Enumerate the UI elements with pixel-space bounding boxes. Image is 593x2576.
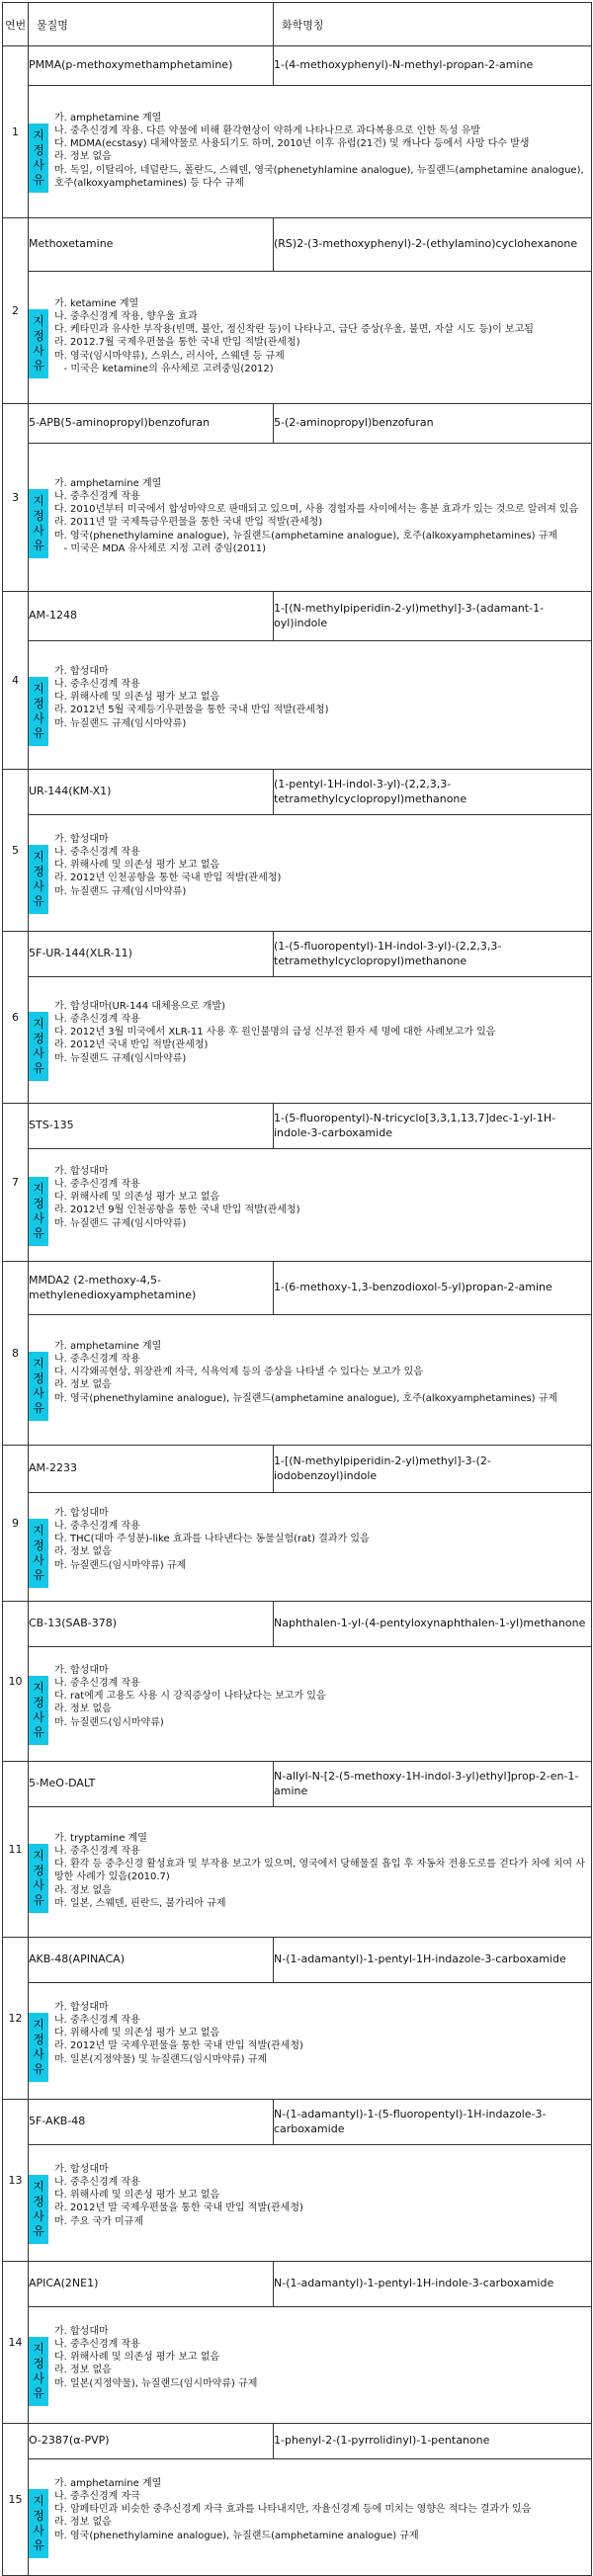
table-row <box>3 1602 592 1647</box>
reason-item: 라. 2012년 말 국제우편물을 통한 국내 반입 적발(관세청) <box>54 2040 303 2052</box>
reason-item: 가. 합성대마(UR-144 대체용으로 개발) <box>54 1000 225 1012</box>
substance-name: 5-MeO-DALT <box>29 1762 274 1807</box>
reason-item: 라. 정보 없음 <box>54 2517 112 2529</box>
reason-item: 나. 중추신경계 작용 <box>54 1845 140 1857</box>
reason-item: 마. 뉴질랜드(임시마약류) 규제 <box>54 1559 187 1571</box>
reason-item: 마. 주요 국가 미규제 <box>54 2215 143 2227</box>
designation-reason-cell <box>29 272 592 404</box>
reason-row <box>3 977 592 1104</box>
designation-reason-badge: 지정사유 <box>29 2489 48 2558</box>
substance-name: AM-2233 <box>29 1446 274 1493</box>
chemical-name: (1-pentyl-1H-indol-3-yl)-(2,2,3,3-tetramethylcyclopropyl)methanone <box>274 770 592 815</box>
designation-reason-cell <box>29 1807 592 1938</box>
chemical-name: (RS)2-(3-methoxyphenyl)-2-(ethylamino)cyclohexanone <box>274 218 592 272</box>
reason-list <box>54 1832 591 1911</box>
reason-list <box>54 1165 591 1230</box>
table-row <box>3 1262 592 1315</box>
reason-item: 가. 합성대마 <box>54 1664 109 1676</box>
chemical-name: 1-[(N-methylpiperidin-2-yl)methyl]-3-(2-iodobenzoyl)indole <box>274 1446 592 1493</box>
reason-item: 마. 영국(임시마약류), 스위스, 러시아, 스웨덴 등 규제 <box>54 350 285 362</box>
reason-row <box>3 1807 592 1938</box>
chemical-name: N-allyl-N-[2-(5-methoxy-1H-indol-3-yl)ethyl]prop-2-en-1-amine <box>274 1762 592 1807</box>
substance-name: 5-APB(5-aminopropyl)benzofuran <box>29 404 274 444</box>
reason-item: 나. 중추신경계 작용 <box>54 1677 140 1689</box>
chemical-name: 1-(4-methoxyphenyl)-N-methyl-propan-2-amine <box>274 46 592 86</box>
chemical-name: 1-(6-methoxy-1,3-benzodioxol-5-yl)propan-2-amine <box>274 1262 592 1315</box>
reason-item: 다. 위해사례 및 의존성 평가 보고 없음 <box>54 2028 220 2039</box>
substance-name: AM-1248 <box>29 592 274 641</box>
reason-item: 라. 2012년 말 국제우편물을 통한 국내 반입 적발(관세청) <box>54 2202 303 2214</box>
designation-reason-cell <box>29 641 592 770</box>
reason-item: 나. 중추신경계 작용 <box>54 2014 140 2026</box>
designation-reason-badge: 지정사유 <box>29 2175 48 2244</box>
designation-reason-badge: 지정사유 <box>29 489 48 558</box>
reason-item: 다. 위해사례 및 의존성 평가 보고 없음 <box>54 860 220 872</box>
reason-item: 라. 2012.7월 국제우편물을 통한 국내 반입 적발(관세청) <box>54 337 300 349</box>
reason-item: 가. 합성대마 <box>54 1165 109 1177</box>
row-number: 2 <box>3 218 29 404</box>
reason-list <box>54 1507 591 1572</box>
chemical-name: N-(1-adamantyl)-1-pentyl-1H-indole-3-carboxamide <box>274 2262 592 2307</box>
chemical-name: 1-[(N-methylpiperidin-2-yl)methyl]-3-(adamant-1-oyl)indole <box>274 592 592 641</box>
reason-item: 라. 정보 없음 <box>54 1379 112 1391</box>
table-row <box>3 1938 592 1983</box>
reason-item: 마. 일본, 스웨덴, 핀란드, 불가리아 규제 <box>54 1897 226 1909</box>
table-row <box>3 932 592 977</box>
designation-reason-cell <box>29 2145 592 2262</box>
reason-item: 나. 중추신경계 작용 <box>54 1013 140 1025</box>
table-row <box>3 2424 592 2459</box>
reason-list <box>54 2001 591 2066</box>
reason-item: 라. 2011년 말 국제특급우편물을 통한 국내 반입 적발(관세청) <box>54 517 323 529</box>
reason-list <box>54 2477 591 2542</box>
reason-item: 라. 2012년 인천공항을 통한 국내 반입 적발(관세청) <box>54 873 282 884</box>
chemical-name: N-(1-adamantyl)-1-pentyl-1H-indazole-3-carboxamide <box>274 1938 592 1983</box>
reason-item: 가. tryptamine 계열 <box>54 1832 147 1844</box>
reason-item: 라. 정보 없음 <box>54 151 112 163</box>
row-number: 11 <box>3 1762 29 1938</box>
designation-reason-cell <box>29 86 592 218</box>
reason-item: 가. 합성대마 <box>54 833 109 845</box>
reason-item: 다. 시각왜곡현상, 위장관계 자극, 식욕억제 등의 증상을 나타낼 수 있다는 보고가 있음 <box>54 1367 423 1378</box>
chemical-name: (1-(5-fluoropentyl)-1H-indol-3-yl)-(2,2,3,3-tetramethylcyclopropyl)methanone <box>274 932 592 977</box>
reason-item: 라. 정보 없음 <box>54 1884 112 1896</box>
reason-item: 나. 중추신경계 작용, 향우울 효과 <box>54 310 198 322</box>
reason-row <box>3 2307 592 2424</box>
reason-item: 라. 정보 없음 <box>54 1703 112 1715</box>
reason-item: 나. 중추신경계 자극 <box>54 2490 140 2502</box>
reason-item: 마. 영국(phenethylamine analogue), 뉴질랜드(amphetamine analogue), 호주(alkoxyamphetamines) 규제 <box>54 1392 558 1404</box>
designation-reason-badge: 지정사유 <box>29 845 48 914</box>
row-number: 7 <box>3 1104 29 1262</box>
designation-reason-cell <box>29 1493 592 1602</box>
reason-item: 나. 중추신경계 작용 <box>54 490 140 502</box>
reason-item: 가. 합성대마 <box>54 2163 109 2175</box>
reason-item: 마. 독일, 이탈리아, 네덜란드, 폴란드, 스웨덴, 영국(phenetyhlamine analogue), 뉴질랜드(amphetamine analogue), 호주(alkoxyamphetamines) 등 다수 규제 <box>54 164 587 189</box>
designation-reason-badge: 지정사유 <box>29 309 48 378</box>
reason-list <box>54 1000 591 1065</box>
reason-item: 라. 2012년 국내 반입 적발(관세청) <box>54 1039 209 1051</box>
reason-item: 가. 합성대마 <box>54 1507 109 1519</box>
reason-row <box>3 1149 592 1262</box>
substance-name: 5F-AKB-48 <box>29 2100 274 2145</box>
substance-name: PMMA(p-methoxymethamphetamine) <box>29 46 274 86</box>
reason-item: 나. 중추신경계 작용 <box>54 1178 140 1190</box>
substance-name: Methoxetamine <box>29 218 274 272</box>
table-row <box>3 218 592 272</box>
reason-item: 다. MDMA(ecstasy) 대체약물로 사용되기도 하며, 2010년 이후 유럽(21건) 및 캐나다 등에서 사망 다수 발생 <box>54 138 530 150</box>
reason-list <box>54 297 591 376</box>
row-number: 15 <box>3 2424 29 2576</box>
reason-item: 마. 일본(지정약물) 및 뉴질랜드(임시마약류) 규제 <box>54 2053 268 2065</box>
reason-item: 마. 뉴질랜드 규제(임시마약류) <box>54 1052 187 1064</box>
reason-row <box>3 1983 592 2100</box>
chemical-name: 1-(5-fluoropentyl)-N-tricyclo[3,3,1,13,7]dec-1-yl-1H-indole-3-carboxamide <box>274 1104 592 1149</box>
row-number: 6 <box>3 932 29 1104</box>
reason-item: 가. 합성대마 <box>54 2001 109 2013</box>
row-number: 9 <box>3 1446 29 1602</box>
reason-item: - 미국은 MDA 유사체로 지정 고려 중임(2011) <box>54 542 267 554</box>
table-header <box>3 3 592 46</box>
table-row <box>3 2100 592 2145</box>
chemical-name: N-(1-adamantyl)-1-(5-fluoropentyl)-1H-indazole-3-carboxamide <box>274 2100 592 2145</box>
designation-reason-cell <box>29 2459 592 2576</box>
reason-item: 나. 중추신경계 작용 <box>54 1353 140 1365</box>
table-row <box>3 592 592 641</box>
reason-list <box>54 2163 591 2228</box>
reason-item: 가. amphetamine 계열 <box>54 112 162 124</box>
reason-item: 라. 정보 없음 <box>54 1546 112 1558</box>
row-number: 3 <box>3 404 29 592</box>
designation-reason-badge: 지정사유 <box>29 1177 48 1246</box>
row-number: 10 <box>3 1602 29 1762</box>
reason-row <box>3 815 592 932</box>
substance-name: 5F-UR-144(XLR-11) <box>29 932 274 977</box>
reason-item: 마. 뉴질랜드(임시마약류) <box>54 1716 164 1728</box>
designation-reason-cell <box>29 815 592 932</box>
substance-name: UR-144(KM-X1) <box>29 770 274 815</box>
reason-row <box>3 272 592 404</box>
reason-item: 마. 뉴질랜드 규제(임시마약류) <box>54 717 187 729</box>
reason-item: 마. 영국(phenethylamine analogue), 뉴질랜드(amphetamine analogue) 규제 <box>54 2530 419 2541</box>
designation-reason-cell <box>29 977 592 1104</box>
table-row <box>3 46 592 86</box>
reason-item: 나. 중추신경계 작용 <box>54 1520 140 1532</box>
reason-row <box>3 2145 592 2262</box>
reason-item: 다. THC(대마 주성분)-like 효과를 나타낸다는 동물실험(rat) 결과가 있음 <box>54 1534 370 1545</box>
reason-item: 마. 뉴질랜드 규제(임시마약류) <box>54 1217 187 1229</box>
designation-reason-cell <box>29 1983 592 2100</box>
substance-name: CB-13(SAB-378) <box>29 1602 274 1647</box>
substance-name: APICA(2NE1) <box>29 2262 274 2307</box>
reason-item: 다. 환각 등 중추신경 활성효과 및 부작용 보고가 있으며, 영국에서 당해물질 흡입 후 자동차 전용도로를 걷다가 차에 치여 사망한 사례가 있음(2010.7) <box>54 1859 585 1883</box>
reason-item: 다. 위해사례 및 의존성 평가 보고 없음 <box>54 2190 220 2202</box>
reason-item: 나. 중추신경계 작용 <box>54 2176 140 2188</box>
reason-item: 다. 위해사례 및 의존성 평가 보고 없음 <box>54 2352 220 2364</box>
designation-reason-cell <box>29 444 592 592</box>
designation-reason-badge: 지정사유 <box>29 1352 48 1421</box>
table-row <box>3 404 592 444</box>
header-substance-name: 물질명 <box>29 3 274 46</box>
reason-list <box>54 1664 591 1729</box>
designation-reason-badge: 지정사유 <box>29 1676 48 1745</box>
chemical-name: 1-phenyl-2-(1-pyrrolidinyl)-1-pentanone <box>274 2424 592 2459</box>
reason-item: 마. 뉴질랜드 규제(임시마약류) <box>54 885 187 897</box>
row-number: 4 <box>3 592 29 770</box>
reason-item: 가. amphetamine 계열 <box>54 2477 162 2489</box>
reason-item: 라. 2012년 5월 국제등기우편물을 통한 국내 반입 적발(관세청) <box>54 705 329 716</box>
reason-list <box>54 665 591 730</box>
reason-item: 다. rat에게 고용도 사용 시 강직증상이 나타났다는 보고가 있음 <box>54 1691 326 1703</box>
reason-item: 나. 중추신경계 작용 <box>54 2338 140 2350</box>
row-number: 14 <box>3 2262 29 2424</box>
designation-reason-badge: 지정사유 <box>29 2013 48 2082</box>
row-number: 5 <box>3 770 29 932</box>
reason-item: 가. ketamine 계열 <box>54 297 139 309</box>
designation-reason-badge: 지정사유 <box>29 2337 48 2406</box>
reason-list <box>54 112 591 191</box>
substance-name: STS-135 <box>29 1104 274 1149</box>
designation-reason-cell <box>29 1149 592 1262</box>
designation-reason-badge: 지정사유 <box>29 677 48 746</box>
header-number: 연번 <box>3 3 29 46</box>
designation-reason-cell <box>29 1647 592 1762</box>
reason-item: - 미국은 ketamine의 유사체로 고려중임(2012) <box>54 363 274 374</box>
chemical-name: Naphthalen-1-yl-(4-pentyloxynaphthalen-1-yl)methanone <box>274 1602 592 1647</box>
reason-item: 다. 암페타민과 비슷한 중추신경계 자극 효과를 나타내지만, 자율신경계 등에 미치는 영향은 적다는 결과가 있음 <box>54 2504 532 2516</box>
substance-name: MMDA2 (2-methoxy-4,5-methylenedioxyamphetamine) <box>29 1262 274 1315</box>
reason-item: 라. 2012년 9월 인천공항을 통한 국내 반입 적발(관세청) <box>54 1205 300 1216</box>
table-row <box>3 2262 592 2307</box>
chemical-name: 5-(2-aminopropyl)benzofuran <box>274 404 592 444</box>
table-row <box>3 1762 592 1807</box>
designation-reason-badge: 지정사유 <box>29 1519 48 1588</box>
reason-item: 나. 중추신경계 작용. 다른 약물에 비해 환각현상이 약하게 나타나므로 과다복용으로 인한 독성 유발 <box>54 125 480 136</box>
row-number: 1 <box>3 46 29 218</box>
designation-reason-cell <box>29 1315 592 1446</box>
reason-item: 라. 정보 없음 <box>54 2365 112 2376</box>
reason-item: 마. 영국(phenethylamine analogue), 뉴질랜드(amphetamine analogue), 호주(alkoxyamphetamines) 규제 <box>54 530 558 541</box>
reason-row <box>3 1493 592 1602</box>
reason-list <box>54 2325 591 2390</box>
substance-table <box>2 2 592 2576</box>
reason-item: 다. 위해사례 및 의존성 평가 보고 없음 <box>54 1192 220 1204</box>
reason-row <box>3 444 592 592</box>
table-row <box>3 770 592 815</box>
header-chemical-name: 화학명칭 <box>274 3 592 46</box>
substance-name: AKB-48(APINACA) <box>29 1938 274 1983</box>
reason-row <box>3 86 592 218</box>
designation-reason-badge: 지정사유 <box>29 1012 48 1081</box>
reason-item: 가. 합성대마 <box>54 2325 109 2337</box>
reason-item: 나. 중추신경계 작용 <box>54 846 140 858</box>
reason-row <box>3 1315 592 1446</box>
designation-reason-badge: 지정사유 <box>29 124 48 193</box>
reason-item: 다. 위해사례 및 의존성 평가 보고 없음 <box>54 692 220 704</box>
designation-reason-badge: 지정사유 <box>29 1844 48 1913</box>
reason-row <box>3 1647 592 1762</box>
reason-item: 나. 중추신경계 작용 <box>54 678 140 690</box>
reason-list <box>54 477 591 556</box>
reason-item: 마. 일본(지정약물), 뉴질랜드(임시마약류) 규제 <box>54 2377 258 2389</box>
reason-item: 가. amphetamine 계열 <box>54 1340 162 1352</box>
row-number: 13 <box>3 2100 29 2262</box>
designation-reason-cell <box>29 2307 592 2424</box>
substance-name: O-2387(α-PVP) <box>29 2424 274 2459</box>
reason-row <box>3 2459 592 2576</box>
table-row <box>3 1104 592 1149</box>
reason-item: 다. 2012년 3월 미국에서 XLR-11 사용 후 원인불명의 급성 신부전 환자 세 명에 대한 사례보고가 있음 <box>54 1027 496 1039</box>
reason-item: 가. amphetamine 계열 <box>54 477 162 489</box>
reason-list <box>54 833 591 898</box>
table-row <box>3 1446 592 1493</box>
reason-item: 가. 합성대마 <box>54 665 109 677</box>
reason-item: 다. 케타민과 유사한 부작용(빈맥, 불안, 정신착란 등)이 나타나고, 급단 증상(우울, 불면, 자살 시도 등)이 보고됨 <box>54 324 534 336</box>
row-number: 12 <box>3 1938 29 2100</box>
row-number: 8 <box>3 1262 29 1446</box>
reason-row <box>3 641 592 770</box>
reason-list <box>54 1340 591 1405</box>
reason-item: 다. 2010년부터 미국에서 합성마약으로 판매되고 있으며, 사용 경험자를 사이에서는 흥분 효과가 있는 것으로 알려져 있음 <box>54 504 579 516</box>
